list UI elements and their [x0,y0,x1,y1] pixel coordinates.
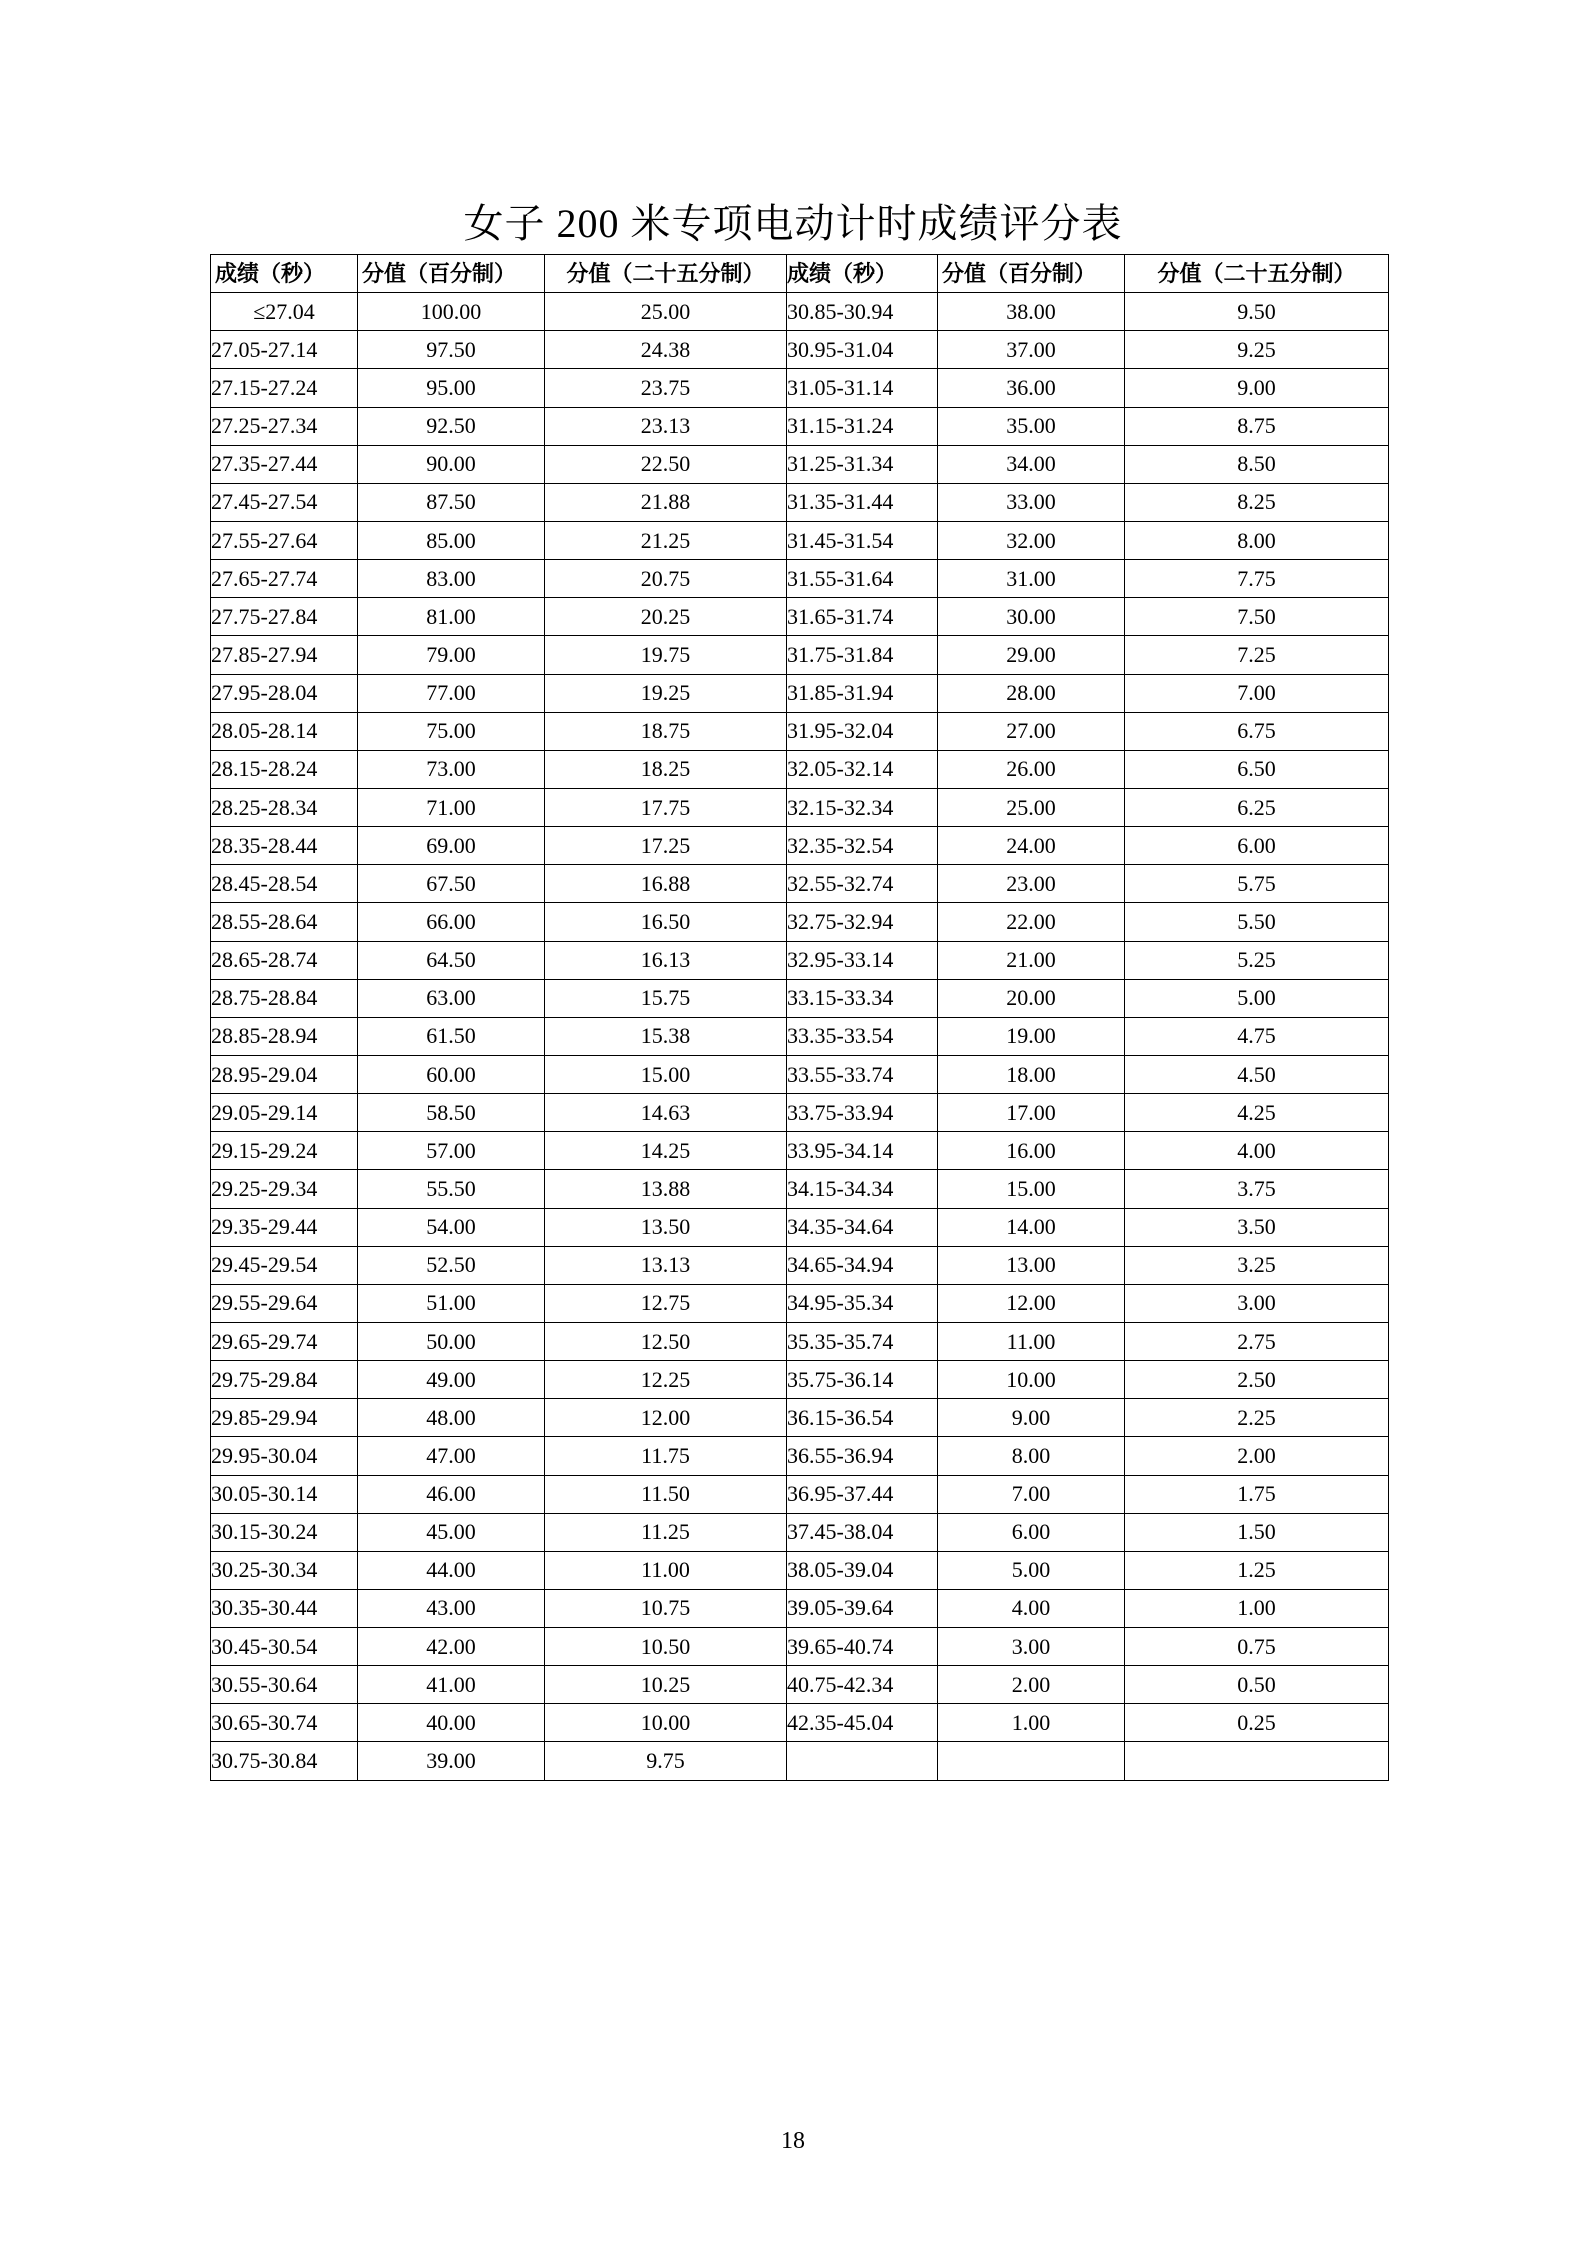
cell-score-100-right: 32.00 [938,521,1125,559]
cell-time-left: 30.65-30.74 [211,1704,358,1742]
cell-score-25-left: 11.50 [545,1475,787,1513]
cell-score-25-right: 8.75 [1125,407,1389,445]
cell-time-right: 42.35-45.04 [787,1704,938,1742]
cell-time-right: 30.95-31.04 [787,331,938,369]
cell-score-100-right: 19.00 [938,1017,1125,1055]
cell-score-100-left: 46.00 [358,1475,545,1513]
cell-time-left: 29.65-29.74 [211,1322,358,1360]
cell-score-25-right: 2.25 [1125,1399,1389,1437]
cell-score-25-left: 15.00 [545,1055,787,1093]
table-row [211,598,1389,636]
table-row [211,750,1389,788]
cell-score-25-left: 11.00 [545,1551,787,1589]
table-row [211,1361,1389,1399]
cell-score-25-right: 1.75 [1125,1475,1389,1513]
table-row [211,1094,1389,1132]
cell-score-25-right: 5.00 [1125,979,1389,1017]
cell-time-left: 28.35-28.44 [211,827,358,865]
cell-score-25-right: 0.75 [1125,1628,1389,1666]
cell-score-25-right: 1.25 [1125,1551,1389,1589]
cell-time-right: 31.55-31.64 [787,560,938,598]
cell-time-left: 28.15-28.24 [211,750,358,788]
table-row [211,407,1389,445]
cell-score-100-left: 92.50 [358,407,545,445]
cell-time-left: 28.75-28.84 [211,979,358,1017]
table-row [211,865,1389,903]
cell-time-left: 29.95-30.04 [211,1437,358,1475]
cell-score-25-left: 17.75 [545,788,787,826]
cell-time-right: 32.05-32.14 [787,750,938,788]
cell-score-25-left: 19.75 [545,636,787,674]
cell-score-100-left: 97.50 [358,331,545,369]
cell-score-25-left: 10.75 [545,1589,787,1627]
cell-time-right: 32.55-32.74 [787,865,938,903]
cell-time-left: 28.85-28.94 [211,1017,358,1055]
cell-time-left: 29.05-29.14 [211,1094,358,1132]
cell-time-right: 32.95-33.14 [787,941,938,979]
cell-score-100-right: 1.00 [938,1704,1125,1742]
cell-time-left: 27.15-27.24 [211,369,358,407]
cell-score-100-right: 3.00 [938,1628,1125,1666]
cell-time-left: 28.05-28.14 [211,712,358,750]
cell-score-25-left: 23.13 [545,407,787,445]
header-score-100-right: 分值（百分制） [938,255,1125,293]
cell-score-100-left: 40.00 [358,1704,545,1742]
cell-time-right: 34.65-34.94 [787,1246,938,1284]
cell-score-25-left: 20.25 [545,598,787,636]
cell-score-100-right: 18.00 [938,1055,1125,1093]
cell-score-25-left: 13.13 [545,1246,787,1284]
cell-time-left: 29.55-29.64 [211,1284,358,1322]
cell-time-left: 29.35-29.44 [211,1208,358,1246]
cell-score-25-right: 6.25 [1125,788,1389,826]
cell-score-100-right: 13.00 [938,1246,1125,1284]
cell-score-100-left: 66.00 [358,903,545,941]
cell-time-left: 27.65-27.74 [211,560,358,598]
cell-score-25-right: 2.00 [1125,1437,1389,1475]
cell-score-100-left: 41.00 [358,1666,545,1704]
cell-score-100-left: 79.00 [358,636,545,674]
cell-score-100-right: 12.00 [938,1284,1125,1322]
table-row [211,1551,1389,1589]
table-row [211,1322,1389,1360]
cell-time-right [787,1742,938,1780]
cell-score-100-right: 35.00 [938,407,1125,445]
cell-score-100-left: 71.00 [358,788,545,826]
cell-time-right: 38.05-39.04 [787,1551,938,1589]
cell-score-100-right: 33.00 [938,483,1125,521]
cell-score-100-left: 43.00 [358,1589,545,1627]
cell-score-100-right: 25.00 [938,788,1125,826]
cell-time-left: 30.35-30.44 [211,1589,358,1627]
cell-time-left: 27.85-27.94 [211,636,358,674]
cell-score-25-right: 2.75 [1125,1322,1389,1360]
cell-score-25-left: 10.00 [545,1704,787,1742]
cell-score-25-left: 21.88 [545,483,787,521]
cell-score-25-left: 13.50 [545,1208,787,1246]
cell-score-100-right [938,1742,1125,1780]
cell-score-25-left: 14.25 [545,1132,787,1170]
cell-score-25-left: 14.63 [545,1094,787,1132]
cell-time-left: 27.25-27.34 [211,407,358,445]
cell-score-25-right: 7.25 [1125,636,1389,674]
cell-score-25-right: 6.00 [1125,827,1389,865]
cell-score-100-left: 67.50 [358,865,545,903]
cell-score-25-right: 9.25 [1125,331,1389,369]
cell-score-100-left: 55.50 [358,1170,545,1208]
cell-time-left: 30.05-30.14 [211,1475,358,1513]
table-row [211,1132,1389,1170]
cell-score-25-left: 11.25 [545,1513,787,1551]
cell-score-25-left: 17.25 [545,827,787,865]
table-row [211,636,1389,674]
cell-time-right: 30.85-30.94 [787,293,938,331]
cell-time-right: 31.65-31.74 [787,598,938,636]
cell-score-100-right: 8.00 [938,1437,1125,1475]
cell-score-100-left: 50.00 [358,1322,545,1360]
cell-score-100-right: 5.00 [938,1551,1125,1589]
header-score-25-right: 分值（二十五分制） [1125,255,1389,293]
cell-time-left: 30.75-30.84 [211,1742,358,1780]
cell-score-100-left: 83.00 [358,560,545,598]
table-row [211,331,1389,369]
cell-time-left: 30.55-30.64 [211,1666,358,1704]
cell-score-100-left: 60.00 [358,1055,545,1093]
cell-score-25-left: 18.25 [545,750,787,788]
cell-score-25-right: 3.50 [1125,1208,1389,1246]
cell-score-25-right: 4.50 [1125,1055,1389,1093]
cell-score-25-left: 22.50 [545,445,787,483]
table-header-row [211,255,1389,293]
cell-score-25-right: 4.75 [1125,1017,1389,1055]
cell-score-100-left: 57.00 [358,1132,545,1170]
cell-time-left: 29.75-29.84 [211,1361,358,1399]
cell-score-100-right: 31.00 [938,560,1125,598]
cell-score-25-right: 8.25 [1125,483,1389,521]
table-row [211,941,1389,979]
cell-score-100-right: 34.00 [938,445,1125,483]
table-row [211,1628,1389,1666]
cell-score-100-right: 24.00 [938,827,1125,865]
table-row [211,979,1389,1017]
cell-score-100-left: 49.00 [358,1361,545,1399]
cell-time-right: 31.35-31.44 [787,483,938,521]
cell-time-left: 27.75-27.84 [211,598,358,636]
cell-score-100-left: 75.00 [358,712,545,750]
cell-score-100-left: 42.00 [358,1628,545,1666]
cell-score-100-left: 52.50 [358,1246,545,1284]
cell-score-25-left: 18.75 [545,712,787,750]
header-score-100-left: 分值（百分制） [358,255,545,293]
cell-score-25-right: 7.50 [1125,598,1389,636]
cell-time-right: 32.75-32.94 [787,903,938,941]
cell-time-right: 33.55-33.74 [787,1055,938,1093]
cell-score-100-right: 29.00 [938,636,1125,674]
cell-score-25-left: 23.75 [545,369,787,407]
cell-score-25-left: 12.25 [545,1361,787,1399]
cell-score-100-left: 51.00 [358,1284,545,1322]
cell-time-right: 34.35-34.64 [787,1208,938,1246]
cell-score-100-right: 36.00 [938,369,1125,407]
cell-time-right: 32.15-32.34 [787,788,938,826]
table-row [211,445,1389,483]
cell-time-left: 27.95-28.04 [211,674,358,712]
cell-score-25-right: 7.00 [1125,674,1389,712]
cell-score-100-left: 44.00 [358,1551,545,1589]
cell-score-25-left: 15.75 [545,979,787,1017]
cell-time-right: 31.25-31.34 [787,445,938,483]
cell-time-left: 30.25-30.34 [211,1551,358,1589]
table-body [211,293,1389,1780]
table-row [211,1437,1389,1475]
cell-score-100-right: 10.00 [938,1361,1125,1399]
cell-score-100-right: 20.00 [938,979,1125,1017]
cell-time-left: 29.25-29.34 [211,1170,358,1208]
cell-time-right: 34.95-35.34 [787,1284,938,1322]
cell-score-25-right: 6.50 [1125,750,1389,788]
cell-time-left: 27.05-27.14 [211,331,358,369]
cell-score-100-left: 90.00 [358,445,545,483]
cell-time-right: 33.75-33.94 [787,1094,938,1132]
cell-time-right: 35.75-36.14 [787,1361,938,1399]
cell-time-left: 28.45-28.54 [211,865,358,903]
cell-score-25-right: 7.75 [1125,560,1389,598]
cell-score-25-right: 3.75 [1125,1170,1389,1208]
cell-score-25-left: 16.50 [545,903,787,941]
cell-time-right: 33.35-33.54 [787,1017,938,1055]
header-time-right: 成绩（秒） [787,255,938,293]
cell-time-right: 40.75-42.34 [787,1666,938,1704]
cell-time-right: 33.15-33.34 [787,979,938,1017]
cell-score-25-right: 4.25 [1125,1094,1389,1132]
table-row [211,1589,1389,1627]
cell-score-25-left: 12.50 [545,1322,787,1360]
cell-time-right: 31.85-31.94 [787,674,938,712]
cell-score-100-right: 26.00 [938,750,1125,788]
cell-score-25-left: 10.50 [545,1628,787,1666]
cell-score-25-right: 5.75 [1125,865,1389,903]
cell-score-25-left: 16.88 [545,865,787,903]
cell-score-25-left: 25.00 [545,293,787,331]
table-row [211,1666,1389,1704]
cell-score-25-right: 9.50 [1125,293,1389,331]
cell-score-100-left: 95.00 [358,369,545,407]
cell-score-100-right: 22.00 [938,903,1125,941]
table-row [211,788,1389,826]
cell-score-100-right: 9.00 [938,1399,1125,1437]
cell-time-left: ≤27.04 [211,293,358,331]
cell-time-left: 28.55-28.64 [211,903,358,941]
cell-time-right: 31.45-31.54 [787,521,938,559]
cell-score-100-right: 15.00 [938,1170,1125,1208]
table-row [211,1742,1389,1780]
page-number: 18 [781,2128,805,2154]
score-table [210,254,1389,1781]
table-row [211,1475,1389,1513]
cell-time-right: 33.95-34.14 [787,1132,938,1170]
cell-score-25-left: 24.38 [545,331,787,369]
cell-score-100-right: 17.00 [938,1094,1125,1132]
table-row [211,1017,1389,1055]
cell-score-25-left: 15.38 [545,1017,787,1055]
cell-score-25-left: 19.25 [545,674,787,712]
cell-score-25-right [1125,1742,1389,1780]
cell-score-25-right: 6.75 [1125,712,1389,750]
cell-score-25-right: 1.00 [1125,1589,1389,1627]
cell-score-25-left: 11.75 [545,1437,787,1475]
table-row [211,293,1389,331]
cell-score-25-right: 2.50 [1125,1361,1389,1399]
cell-score-100-left: 85.00 [358,521,545,559]
cell-score-100-left: 81.00 [358,598,545,636]
cell-score-100-right: 23.00 [938,865,1125,903]
cell-score-100-right: 14.00 [938,1208,1125,1246]
cell-score-100-left: 54.00 [358,1208,545,1246]
cell-score-25-left: 13.88 [545,1170,787,1208]
table-row [211,1284,1389,1322]
table-row [211,483,1389,521]
cell-time-left: 29.85-29.94 [211,1399,358,1437]
cell-time-left: 29.15-29.24 [211,1132,358,1170]
table-row [211,560,1389,598]
cell-score-25-left: 10.25 [545,1666,787,1704]
cell-score-100-left: 87.50 [358,483,545,521]
cell-score-100-left: 61.50 [358,1017,545,1055]
header-score-25-left: 分值（二十五分制） [545,255,787,293]
table-row [211,674,1389,712]
cell-score-25-left: 9.75 [545,1742,787,1780]
table-row [211,1246,1389,1284]
cell-score-100-right: 4.00 [938,1589,1125,1627]
cell-score-25-right: 1.50 [1125,1513,1389,1551]
cell-time-right: 34.15-34.34 [787,1170,938,1208]
cell-time-right: 39.65-40.74 [787,1628,938,1666]
cell-score-100-left: 58.50 [358,1094,545,1132]
cell-score-25-right: 4.00 [1125,1132,1389,1170]
cell-score-25-left: 21.25 [545,521,787,559]
cell-score-100-left: 63.00 [358,979,545,1017]
cell-score-25-right: 0.50 [1125,1666,1389,1704]
cell-score-25-right: 8.00 [1125,521,1389,559]
table-row [211,369,1389,407]
cell-score-100-right: 28.00 [938,674,1125,712]
cell-score-25-right: 3.00 [1125,1284,1389,1322]
cell-score-25-right: 8.50 [1125,445,1389,483]
cell-score-100-right: 30.00 [938,598,1125,636]
cell-time-left: 28.65-28.74 [211,941,358,979]
table-row [211,712,1389,750]
table-row [211,1704,1389,1742]
cell-score-100-right: 11.00 [938,1322,1125,1360]
cell-time-right: 31.95-32.04 [787,712,938,750]
cell-time-right: 31.15-31.24 [787,407,938,445]
cell-time-left: 28.25-28.34 [211,788,358,826]
page-title: 女子 200 米专项电动计时成绩评分表 [463,201,1123,246]
cell-time-left: 27.55-27.64 [211,521,358,559]
cell-time-right: 31.05-31.14 [787,369,938,407]
cell-score-100-right: 2.00 [938,1666,1125,1704]
cell-score-100-right: 6.00 [938,1513,1125,1551]
cell-score-25-right: 9.00 [1125,369,1389,407]
cell-score-100-left: 39.00 [358,1742,545,1780]
cell-score-100-left: 47.00 [358,1437,545,1475]
cell-time-right: 37.45-38.04 [787,1513,938,1551]
table-row [211,1055,1389,1093]
cell-time-right: 36.55-36.94 [787,1437,938,1475]
cell-time-right: 36.15-36.54 [787,1399,938,1437]
table-row [211,1399,1389,1437]
cell-time-right: 31.75-31.84 [787,636,938,674]
cell-score-25-left: 16.13 [545,941,787,979]
cell-score-100-left: 77.00 [358,674,545,712]
cell-score-25-right: 5.50 [1125,903,1389,941]
table-row [211,903,1389,941]
cell-score-100-right: 7.00 [938,1475,1125,1513]
cell-time-left: 28.95-29.04 [211,1055,358,1093]
table-row [211,1208,1389,1246]
cell-time-left: 29.45-29.54 [211,1246,358,1284]
cell-score-100-left: 64.50 [358,941,545,979]
cell-time-left: 30.45-30.54 [211,1628,358,1666]
cell-time-right: 39.05-39.64 [787,1589,938,1627]
cell-score-25-left: 12.00 [545,1399,787,1437]
cell-score-25-left: 20.75 [545,560,787,598]
cell-score-100-right: 21.00 [938,941,1125,979]
cell-score-100-left: 73.00 [358,750,545,788]
cell-score-25-right: 0.25 [1125,1704,1389,1742]
cell-time-right: 36.95-37.44 [787,1475,938,1513]
cell-time-right: 35.35-35.74 [787,1322,938,1360]
cell-score-100-left: 100.00 [358,293,545,331]
cell-score-100-right: 37.00 [938,331,1125,369]
table-row [211,827,1389,865]
cell-score-25-right: 3.25 [1125,1246,1389,1284]
header-time-left: 成绩（秒） [211,255,358,293]
table-row [211,1513,1389,1551]
cell-score-25-right: 5.25 [1125,941,1389,979]
table-row [211,521,1389,559]
cell-score-100-left: 45.00 [358,1513,545,1551]
cell-score-25-left: 12.75 [545,1284,787,1322]
cell-time-left: 30.15-30.24 [211,1513,358,1551]
cell-score-100-right: 38.00 [938,293,1125,331]
cell-score-100-left: 69.00 [358,827,545,865]
cell-time-left: 27.45-27.54 [211,483,358,521]
cell-time-right: 32.35-32.54 [787,827,938,865]
table-row [211,1170,1389,1208]
cell-score-100-right: 27.00 [938,712,1125,750]
cell-score-100-left: 48.00 [358,1399,545,1437]
cell-score-100-right: 16.00 [938,1132,1125,1170]
cell-time-left: 27.35-27.44 [211,445,358,483]
